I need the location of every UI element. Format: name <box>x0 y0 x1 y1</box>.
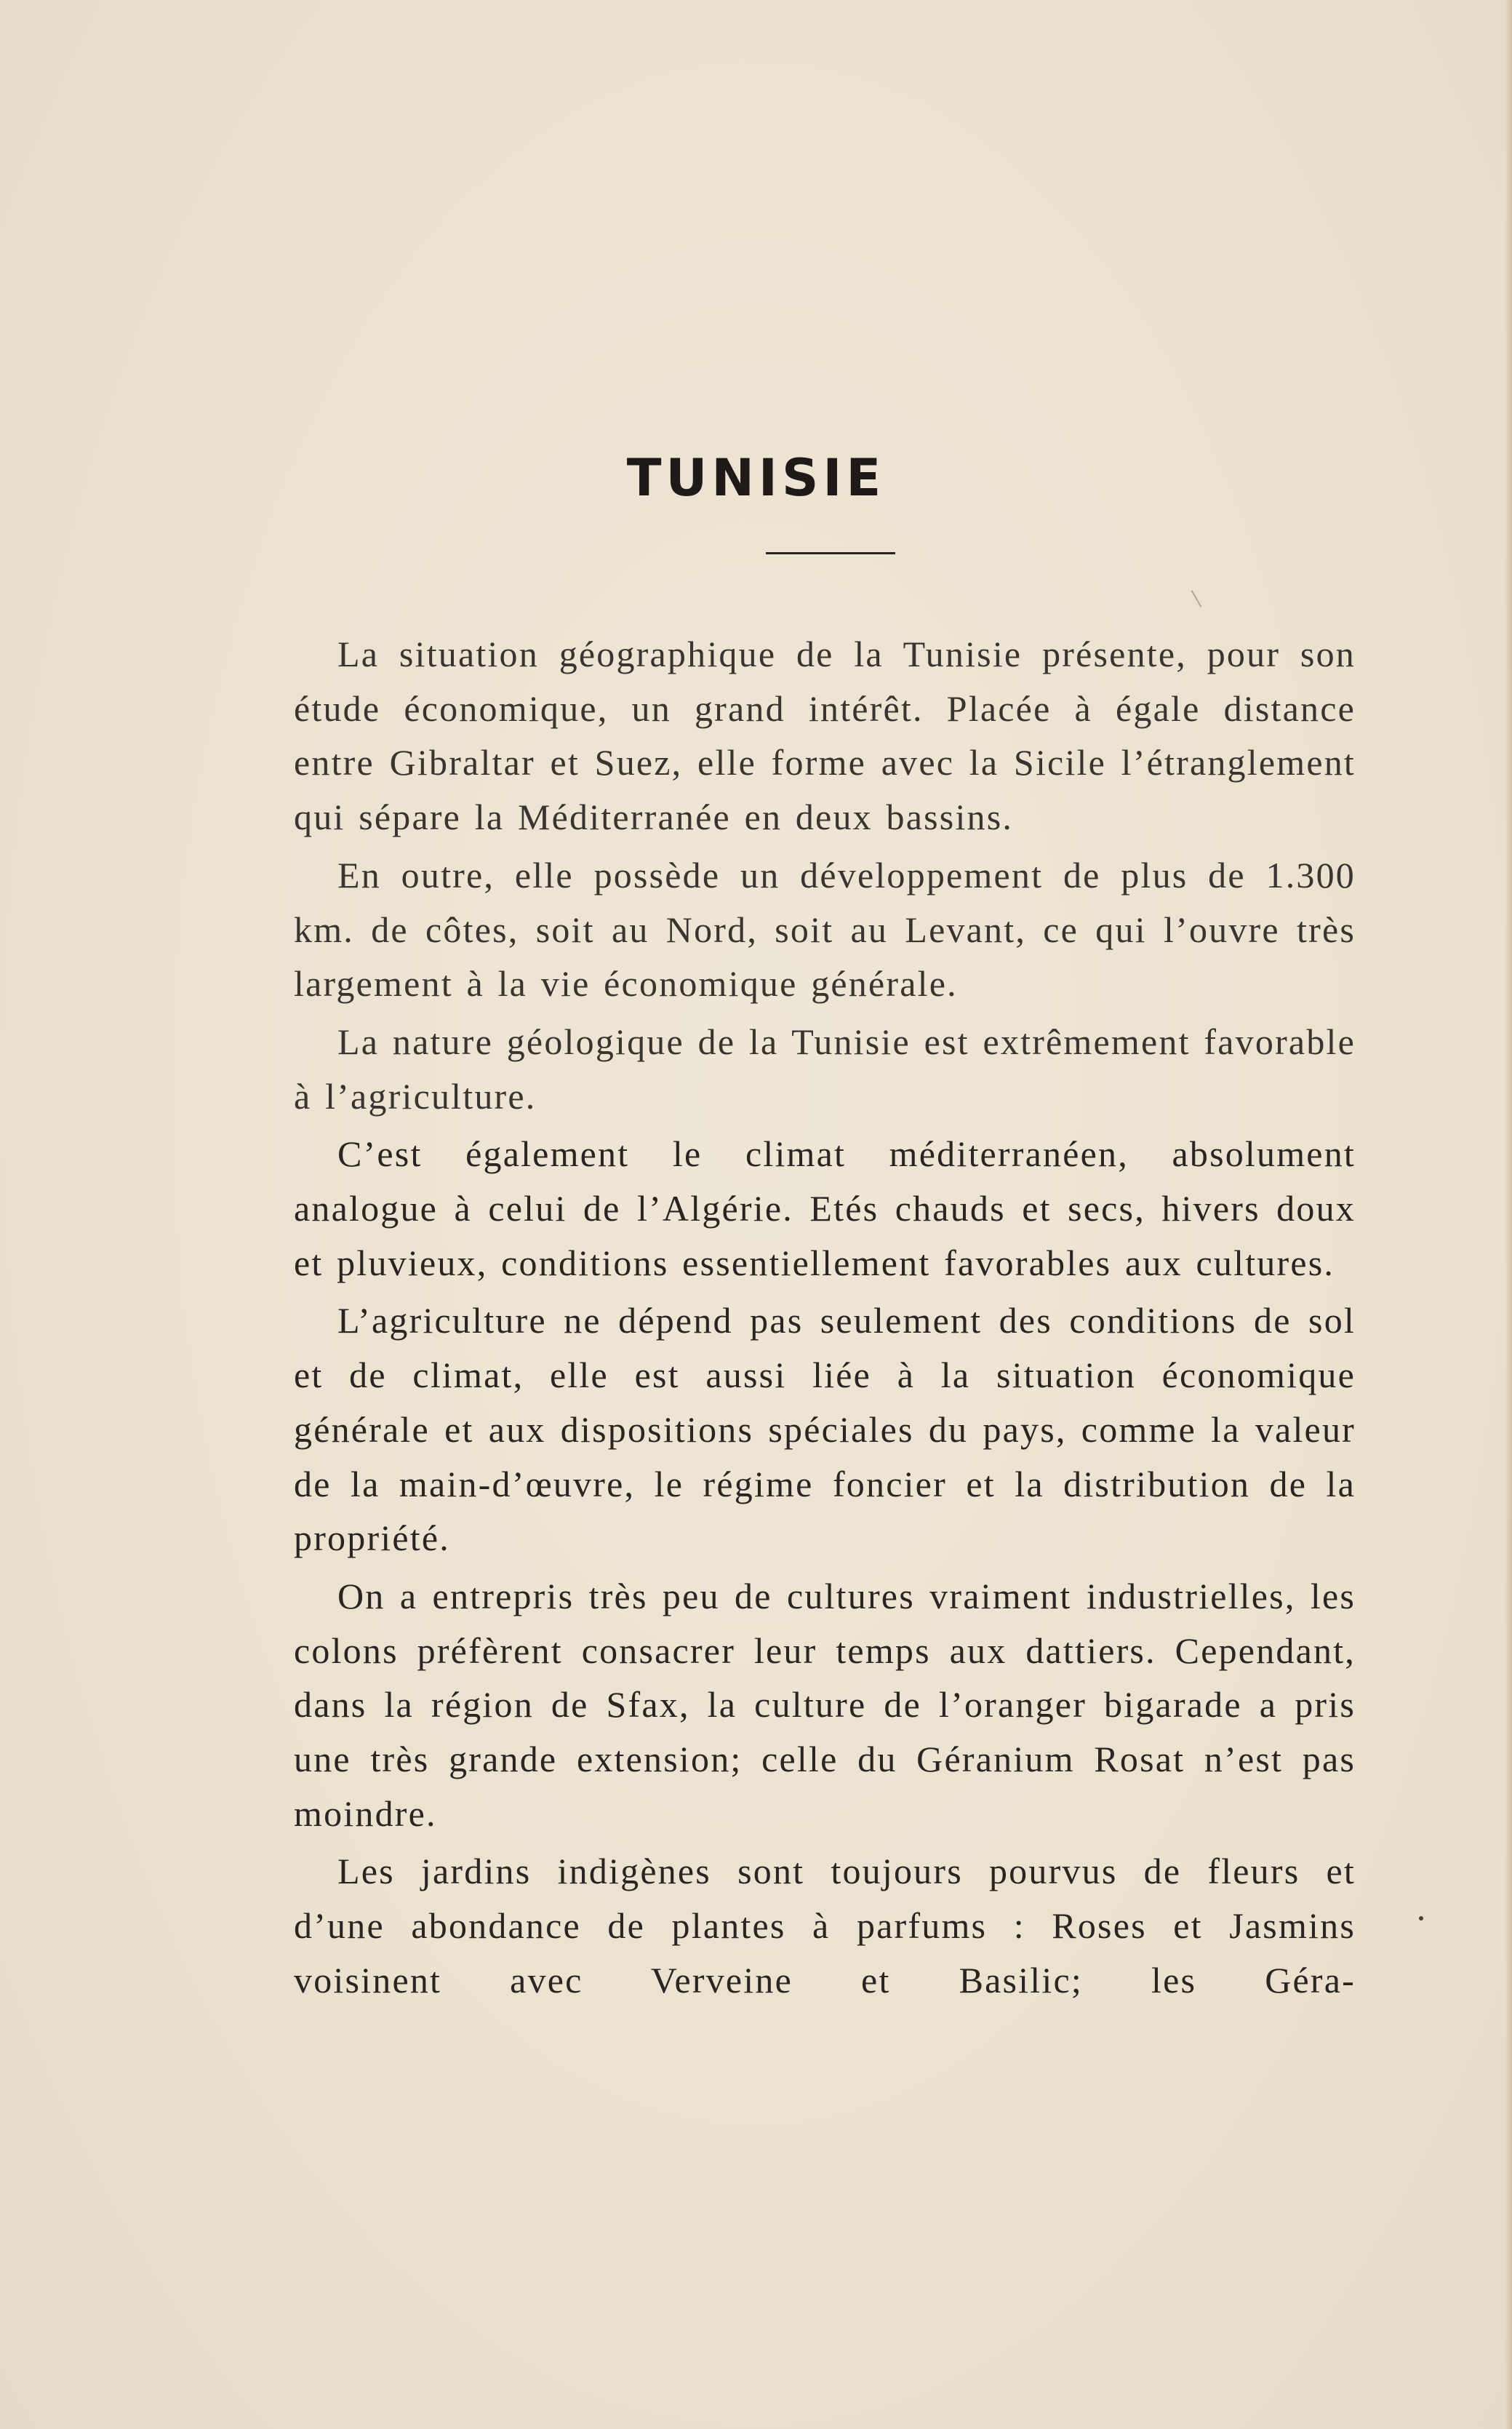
title-underline-rule <box>766 552 895 554</box>
stray-ink-dot <box>1419 1916 1423 1921</box>
paragraph-agriculture: L’agriculture ne dépend pas seulement des conditions de sol et de climat, elle est aussi liée à la situation économique générale et aux dispositions spéciales du pays, comme la valeur de la main-d’œuvre, le régime foncier et la distribution de la propriété. <box>294 1300 1356 1559</box>
stray-ink-mark <box>1191 590 1202 607</box>
paragraph-situation: La situation géographique de la Tunisie présente, pour son étude économique, un grand intérêt. Placée à égale distance entre Gibraltar et Suez, elle forme avec la Sicile l’étranglement qui sépare la Méditerranée en deux bassins. <box>294 634 1356 838</box>
paragraph-geology: La nature géologique de la Tunisie est extrêmement favorable à l’agriculture. <box>294 1021 1356 1117</box>
paragraph-gardens: Les jardins indigènes sont toujours pourvus de fleurs et d’une abondance de plantes à parfums : Roses et Jasmins voisinent avec Verveine et Basilic; les Géra- <box>294 1851 1356 2001</box>
paragraph-coastline: En outre, elle possède un développement de plus de 1.300 km. de côtes, soit au Nord, soit au Levant, ce qui l’ouvre très largement à la vie économique générale. <box>294 854 1356 1005</box>
page-title: TUNISIE <box>626 448 886 508</box>
paragraph-industrial-crops: On a entrepris très peu de cultures vraiment industrielles, les colons préfèrent consacrer leur temps aux dattiers. Cependant, dans la région de Sfax, la culture de l’oranger bigarade a pris une très grande extension; celle du Géranium Rosat n’est pas moindre. <box>294 1575 1356 1834</box>
body-text <box>294 627 1356 2011</box>
page-edge-shadow <box>1505 0 1512 2429</box>
paragraph-climate: C’est également le climat méditerranéen, absolument analogue à celui de l’Algérie. Etés chauds et secs, hivers doux et pluvieux, conditions essentiellement favorables aux cultures. <box>294 1133 1356 1283</box>
